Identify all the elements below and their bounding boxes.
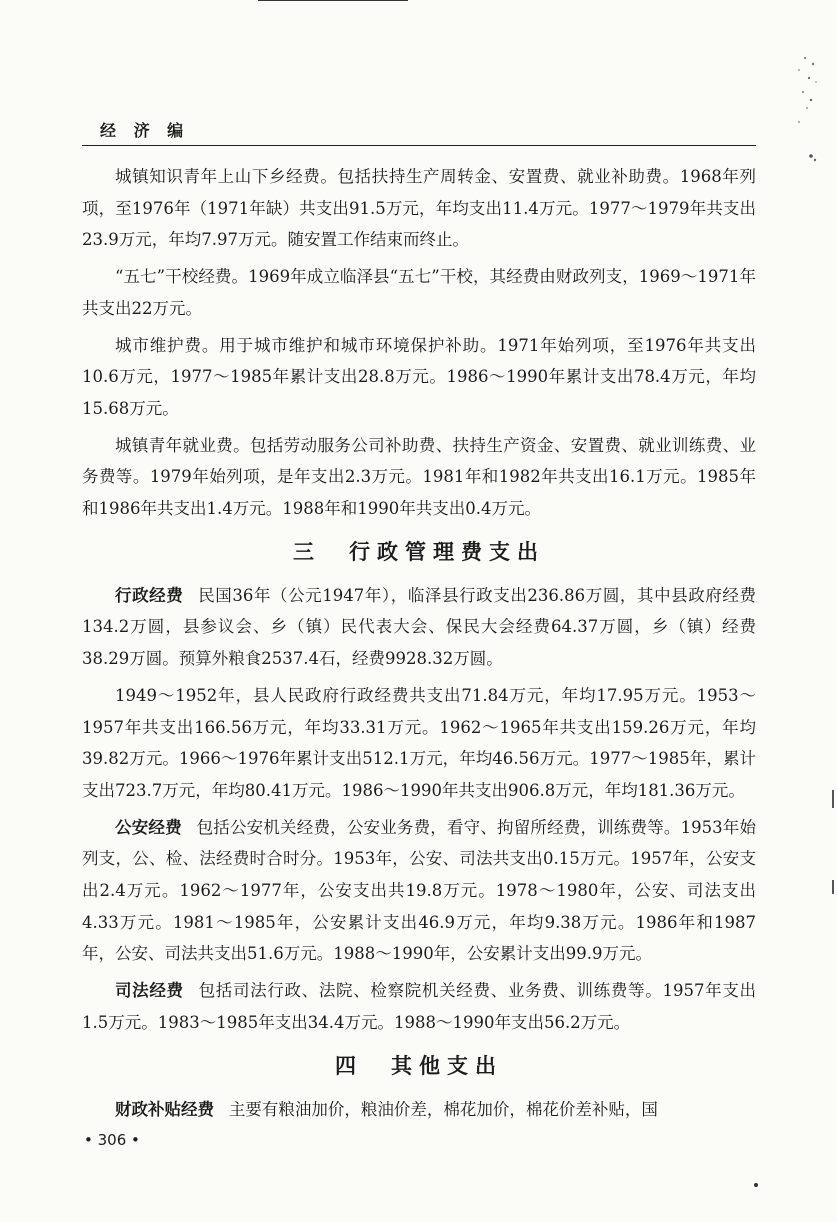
paragraph-public-security-fund	[82, 812, 756, 971]
page-body	[82, 161, 756, 1130]
paragraph-youth-employment-fund: 城镇青年就业费。包括劳动服务公司补助费、扶持生产资金、安置费、就业训练费、业务费等。1979年始列项，是年支出2.3万元。1981年和1982年共支出16.1万元。1985年和1986年共支出1.4万元。1988年和1990年共支出0.4万元。	[82, 435, 756, 519]
public-security-fund-text: 包括公安机关经费，公安业务费，看守、拘留所经费，训练费等。1953年始列支，公、检、法经费时合时分。1953年，公安、司法共支出0.15万元。1957年，公安支出2.4万元。1962～1977年，公安支出共19.8万元。1978～1980年，公安、司法支出4.33万元。1981～1985年，公安累计支出46.9万元，年均9.38万元。1986年和1987年，公安、司法共支出51.6万元。1988～1990年，公安累计支出99.9万元。	[82, 817, 756, 964]
running-head: 经 济 编	[100, 121, 190, 140]
term-judicial-fund: 司法经费	[115, 981, 184, 1001]
paragraph-subsidy-fund	[82, 1094, 756, 1126]
scan-edge-mark	[832, 880, 834, 894]
scan-speckle-marks	[785, 48, 825, 188]
paragraph-city-maintenance-fund: 城市维护费。用于城市维护和城市环境保护补助。1971年始列项，至1976年共支出10.6万元，1977～1985年累计支出28.8万元。1986～1990年累计支出78.4万元，年均15.68万元。	[82, 335, 756, 418]
term-subsidy-fund: 财政补贴经费	[115, 1099, 214, 1119]
section-heading-administration: 三 行政管理费支出	[293, 538, 545, 564]
paragraph-judicial-fund	[82, 975, 756, 1038]
judicial-fund-text: 包括司法行政、法院、检察院机关经费、业务费、训练费等。1957年支出1.5万元。1983～1985年支出34.4万元。1988～1990年支出56.2万元。	[82, 981, 757, 1032]
scan-dot-mark	[754, 1183, 758, 1187]
page-number: • 306 •	[84, 1131, 140, 1149]
section-heading-other-expenditure: 四 其他支出	[335, 1052, 503, 1078]
paragraph-administrative-history: 1949～1952年，县人民政府行政经费共支出71.84万元，年均17.95万元。1953～1957年共支出166.56万元，年均33.31万元。1962～1965年共支出159.26万元，年均39.82万元。1966～1976年累计支出512.1万元，年均46.56万元。1977～1985年，累计支出723.7万元，年均80.41万元。1986～1990年共支出906.8万元，年均181.36万元。	[82, 685, 756, 800]
term-administrative-fund: 行政经费	[115, 585, 184, 605]
paragraph-administrative-fund	[82, 580, 756, 675]
subsidy-fund-text: 主要有粮油加价，粮油价差，棉花加价，棉花价差补贴，国	[228, 1099, 658, 1119]
top-edge-rule	[258, 0, 408, 1]
paragraph-may-seventh-school-fund: “五七”干校经费。1969年成立临泽县“五七”干校，其经费由财政列支，1969～1971年共支出22万元。	[82, 267, 756, 318]
header-rule	[82, 145, 756, 146]
term-public-security-fund: 公安经费	[115, 817, 182, 837]
paragraph-youth-rustication-fund: 城镇知识青年上山下乡经费。包括扶持生产周转金、安置费、就业补助费。1968年列项，至1976年（1971年缺）共支出91.5万元，年均支出11.4万元。1977～1979年共支出23.9万元，年均7.97万元。随安置工作结束而终止。	[82, 167, 756, 250]
scan-edge-mark	[832, 790, 834, 808]
administrative-fund-text: 民国36年（公元1947年），临泽县行政支出236.86万圆，其中县政府经费134.2万圆，县参议会、乡（镇）民代表大会、保民大会经费64.37万圆，乡（镇）经费38.29万圆。预算外粮食2537.4石，经费9928.32万圆。	[82, 585, 756, 669]
